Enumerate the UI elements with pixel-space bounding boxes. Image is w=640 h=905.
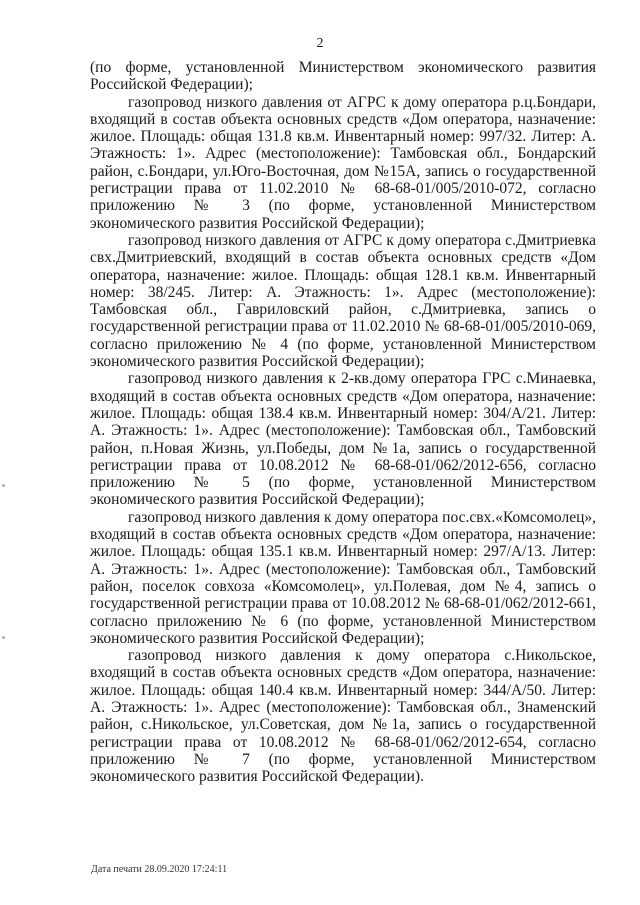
paragraph-gas-pipeline-bondari: газопровод низкого давления от АГРС к дому оператора р.ц.Бондари, входящий в состав объекта основных средств «Дом оператора, назначение: жилое. Площадь: общая 131.8 кв.м. Инвентарный номер: 997/32. Литер: А. Этажность: 1». Адрес (местоположение): Тамбовская обл., Бондарский район, с.Бондари, ул.Юго-Восточная, дом №15А, запись о государственной регистрации права от 11.02.2010 № 68-68-01/005/2010-072, согласно приложению № 3 (по форме, установленной Министерством экономического развития Российской Федерации);	[90, 93, 596, 232]
paragraph-gas-pipeline-komsomolets: газопровод низкого давления к дому оператора пос.свх.«Комсомолец», входящий в состав объекта основных средств «Дом оператора, назначение: жилое. Площадь: общая 135.1 кв.м. Инвентарный номер: 297/А/13. Литер: А. Этажность: 1». Адрес (местоположение): Тамбовская обл., Тамбовский район, поселок совхоза «Комсомолец», ул.Полевая, дом №4, запись о государственной регистрации права от 10.08.2012 № 68-68-01/062/2012-661, согласно приложению № 6 (по форме, установленной Министерством экономического развития Российской Федерации);	[90, 508, 596, 647]
document-body	[90, 59, 596, 785]
paragraph-gas-pipeline-minaevka: газопровод низкого давления к 2-кв.дому оператора ГРС с.Минаевка, входящий в состав объекта основных средств «Дом оператора, назначение: жилое. Площадь: общая 138.4 кв.м. Инвентарный номер: 304/А/21. Литер: А. Этажность: 1». Адрес (местоположение): Тамбовская обл., Тамбовский район, п.Новая Жизнь, ул.Победы, дом №1а, запись о государственной регистрации права от 10.08.2012 № 68-68-01/062/2012-656, согласно приложению № 5 (по форме, установленной Министерством экономического развития Российской Федерации);	[90, 370, 596, 509]
print-date: Дата печати 28.09.2020 17:24:11	[91, 864, 228, 875]
page-number: 2	[316, 36, 324, 51]
scan-mark	[2, 484, 5, 487]
paragraph-gas-pipeline-nikolskoe: газопровод низкого давления к дому оператора с.Никольское, входящий в состав объекта основных средств «Дом оператора, назначение: жилое. Площадь: общая 140.4 кв.м. Инвентарный номер: 344/А/50. Литер: А. Этажность: 1». Адрес (местоположение): Тамбовская обл., Знаменский район, с.Никольское, ул.Советская, дом №1а, запись о государственной регистрации права от 10.08.2012 № 68-68-01/062/2012-654, согласно приложению № 7 (по форме, установленной Министерством экономического развития Российской Федерации).	[90, 647, 596, 786]
paragraph-gas-pipeline-dmitrievka: газопровод низкого давления от АГРС к дому оператора с.Дмитриевка свх.Дмитриевский, входящий в состав объекта основных средств «Дом оператора, назначение: жилое. Площадь: общая 128.1 кв.м. Инвентарный номер: 38/245. Литер: А. Этажность: 1». Адрес (местоположение): Тамбовская обл., Гавриловский район, с.Дмитриевка, запись о государственной регистрации права от 11.02.2010 № 68-68-01/005/2010-069, согласно приложению № 4 (по форме, установленной Министерством экономического развития Российской Федерации);	[90, 231, 596, 371]
scan-mark	[2, 636, 5, 639]
intro-paragraph: (по форме, установленной Министерством экономического развития Российской Федерации);	[90, 59, 596, 94]
